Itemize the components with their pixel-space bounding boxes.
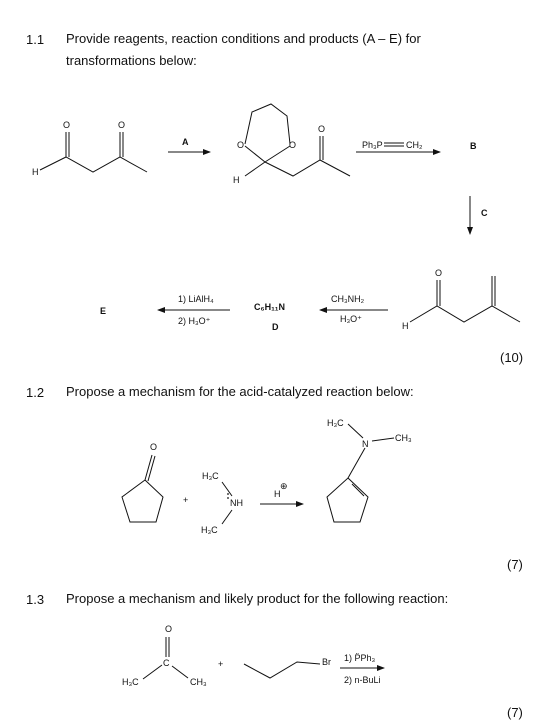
o-label: O — [237, 140, 245, 150]
h-label: H — [274, 489, 281, 499]
marks-1-3: (7) — [507, 705, 523, 720]
ch3-label: CH₃ — [395, 433, 412, 443]
acetal-molecule — [233, 104, 350, 185]
bromopropane — [244, 657, 331, 678]
label-c: C — [481, 208, 488, 218]
h3c-label: H₃C — [202, 471, 219, 481]
proton-charge: ⊕ — [280, 481, 288, 491]
question-1-1-line-1: Provide reagents, reaction conditions and products (A – E) for — [66, 31, 421, 46]
o-label: O — [118, 120, 126, 130]
question-1-1-line-2: transformations below: — [66, 53, 197, 68]
plus-sign: + — [183, 495, 189, 505]
n-label: N — [362, 439, 369, 449]
ch3-label: CH₃ — [190, 677, 207, 687]
marks-1-2: (7) — [507, 557, 523, 572]
o-label: O — [63, 120, 71, 130]
o-label: O — [289, 140, 297, 150]
question-number-1-1: 1.1 — [26, 32, 45, 47]
o-label: O — [150, 442, 158, 452]
reagent-nbuli: 2) n-BuLi — [344, 675, 381, 685]
o-label: O — [165, 624, 173, 634]
h3c-label: H₃C — [122, 677, 139, 687]
o-label: O — [318, 124, 326, 134]
nh-label: NH — [230, 498, 243, 508]
reagent-h3o: 2) H₃O⁺ — [178, 316, 211, 326]
h-label: H — [402, 321, 409, 331]
cyclopentanone — [122, 442, 163, 522]
h3c-label: H₃C — [327, 418, 344, 428]
formula-d: C₆H₁₁N — [254, 302, 286, 312]
question-text-1-2: Propose a mechanism for the acid-catalyzed reaction below: — [66, 384, 414, 399]
label-b: B — [470, 141, 477, 151]
label-e: E — [100, 306, 107, 316]
plus-sign: + — [218, 659, 224, 669]
reagent-ch2: CH₂ — [406, 140, 423, 150]
reagent-pph3: 1) P̈Ph₃ — [344, 653, 376, 663]
marks-1-1: (10) — [500, 350, 524, 365]
o-label: O — [435, 268, 443, 278]
label-a: A — [182, 137, 189, 147]
c-label: C — [163, 658, 170, 668]
question-number-1-3: 1.3 — [26, 592, 45, 607]
h3c-label: H₃C — [201, 525, 218, 535]
question-text-1-3: Propose a mechanism and likely product for the following reaction: — [66, 591, 449, 606]
reagent-acid: H₃O⁺ — [340, 314, 362, 324]
br-label: Br — [322, 657, 331, 667]
alkene-aldehyde-molecule — [402, 268, 520, 331]
h-label: H — [32, 167, 39, 177]
start-molecule — [32, 120, 147, 177]
reagent-methylamine: CH₃NH₂ — [331, 294, 365, 304]
reagent-ph3p: Ph₃P — [362, 140, 383, 150]
label-d: D — [272, 322, 279, 332]
h-label: H — [233, 175, 240, 185]
reagent-lialh4: 1) LiAlH₄ — [178, 294, 214, 304]
dimethylamine — [201, 471, 243, 535]
acetone — [122, 624, 207, 687]
question-number-1-2: 1.2 — [26, 385, 45, 400]
enamine-product — [327, 418, 412, 522]
